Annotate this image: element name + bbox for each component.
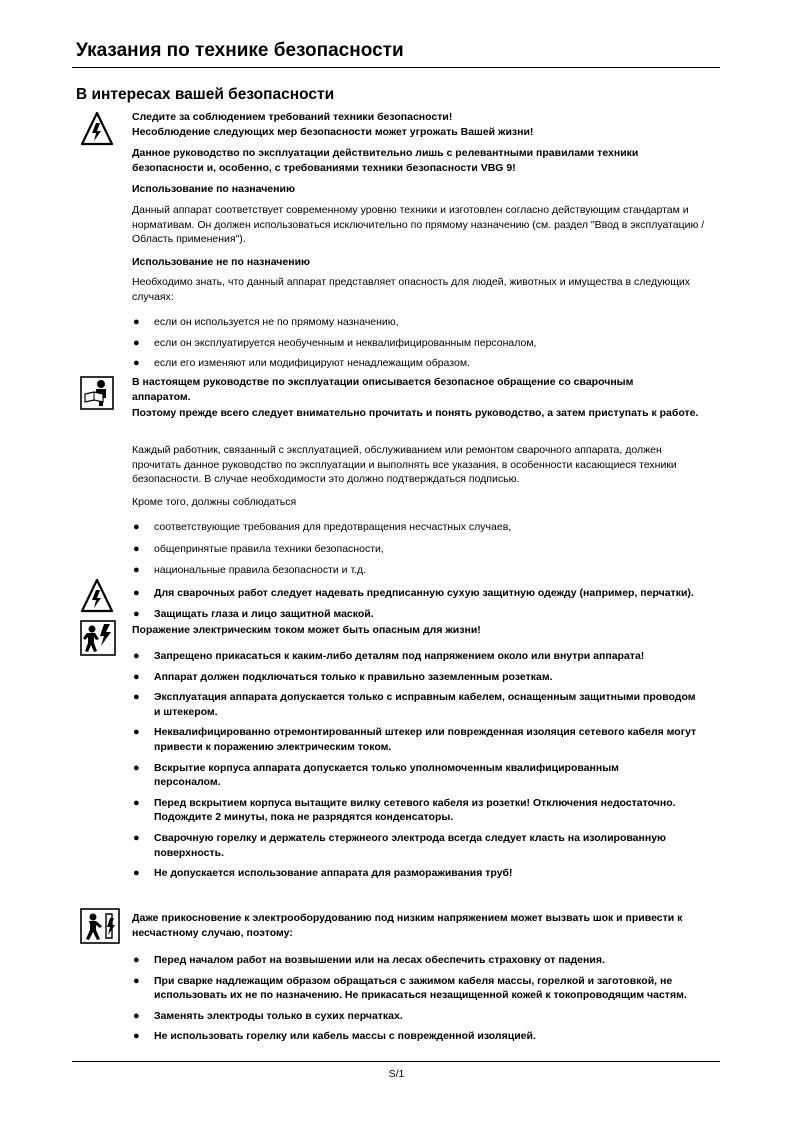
section-title: В интересах вашей безопасности: [76, 86, 335, 103]
list-item: ● Не допускается использование аппарата для размораживания труб!: [133, 867, 513, 880]
list-item: ● общепринятые правила техники безопасности,: [133, 542, 384, 555]
manual-also: Кроме того, должны соблюдаться: [132, 496, 297, 508]
electric-shock-icon: [80, 620, 116, 656]
manual-text: Каждый работник, связанный с эксплуатацией, обслуживанием или ремонтом сварочного аппарата, должен прочитать данное руководство по эксплуатации и выполнять все указания, в особенности касающиеся техники безопасности. В случае необходимости это должно подтверждаться подписью.: [132, 444, 677, 486]
list-item: ● Не использовать горелку или кабель массы с поврежденной изоляцией.: [133, 1030, 536, 1043]
list-item: ● Неквалифицированно отремонтированный штекер или поврежденная изоляция сетевого кабеля могут привести к поражению электрическим током.: [133, 726, 697, 753]
shock-list: [132, 649, 712, 881]
read-manual-icon: [80, 376, 114, 410]
page-title: Указания по технике безопасности: [76, 40, 404, 61]
list-item: ● Эксплуатация аппарата допускается только с исправным кабелем, оснащенным защитными проводом и штекером.: [133, 691, 696, 718]
lowvoltage-heading: Даже прикосновение к электрооборудованию под низким напряжением может вызвать шок и привести к несчастному случаю, поэтому:: [132, 912, 683, 939]
protection-list: [132, 586, 724, 621]
list-item: ● Сварочную горелку и держатель стержнеого электрода всегда следует класть на изолированную поверхность.: [133, 831, 667, 859]
list-item: ● Вскрытие корпуса аппарата допускается только уполномоченным квалифицированным персоналом.: [133, 761, 619, 789]
block1-line3: Данное руководство по эксплуатации действительно лишь с релевантными правилами техники безопасности и, особенно, с требованиями техники безопасности VBG 9!: [132, 147, 639, 174]
list-item: ● При сварке надлежащим образом обращаться с зажимом кабеля массы, горелкой и заготовкой, не использовать их не по назначению. Не прикасаться незащищенной кожей к токопроводящим частям.: [133, 974, 687, 1002]
list-item: ● соответствующие требования для предотвращения несчастных случаев,: [133, 521, 512, 533]
high-voltage-warning-icon: [80, 578, 114, 614]
list-item: ● Для сварочных работ следует надевать предписанную сухую защитную одежду (например, перчатки).: [133, 587, 694, 599]
header-rule: [72, 67, 720, 68]
block1-line1: Следите за соблюдением требований техники безопасности!: [132, 111, 453, 123]
usage-text: Данный аппарат соответствует современному уровню техники и изготовлен согласно действующим стандартам и нормативам. Он должен использоваться исключительно по прямому назначению (см. раздел "Ввод в эксплуатацию / Область применения").: [132, 204, 705, 246]
list-item: ● Аппарат должен подключаться только к правильно заземленным розеткам.: [133, 670, 553, 683]
list-item: ● Перед вскрытием корпуса вытащите вилку сетевого кабеля из розетки! Отключения недостаточно. Подождите 2 минуты, пока не разрядятся конденсаторы.: [133, 796, 676, 824]
lowvoltage-list: [132, 953, 717, 1044]
usage-heading: Использование по назначению: [132, 183, 295, 195]
list-item: ● Заменять электроды только в сухих перчатках.: [133, 1009, 403, 1022]
list-item: ● если он используется не по прямому назначению,: [133, 316, 399, 328]
low-voltage-shock-icon: [80, 908, 120, 944]
page-number: S/1: [388, 1068, 405, 1080]
shock-heading: Поражение электрическим током может быть опасным для жизни!: [132, 624, 481, 636]
list-item: ● национальные правила безопасности и т.д.: [133, 564, 367, 577]
manual-bold2: Поэтому прежде всего следует внимательно прочитать и понять руководство, а затем приступать к работе.: [132, 407, 699, 419]
footer-rule: [72, 1061, 720, 1062]
list-item: ● Запрещено прикасаться к каким-либо деталям под напряжением около или внутри аппарата!: [133, 650, 645, 662]
block1-line2: Несоблюдение следующих мер безопасности может угрожать Вашей жизни!: [132, 126, 534, 138]
rules-list: [132, 520, 724, 578]
list-item: ● Перед началом работ на возвышении или на лесах обеспечить страховку от падения.: [133, 954, 605, 966]
list-item: ● если он эксплуатируется необученным и неквалифицированным персоналом,: [133, 336, 537, 349]
high-voltage-warning-icon: [80, 111, 114, 147]
list-item: ● если его изменяют или модифицируют ненадлежащим образом.: [133, 357, 470, 370]
misuse-text: Необходимо знать, что данный аппарат представляет опасность для людей, животных и имущества в следующих случаях:: [132, 276, 691, 303]
misuse-list: [132, 315, 724, 371]
misuse-heading: Использование не по назначению: [132, 256, 311, 268]
manual-bold1: В настоящем руководстве по эксплуатации описывается безопасное обращение со сварочным аппаратом.: [132, 376, 634, 403]
list-item: ● Защищать глаза и лицо защитной маской.: [133, 607, 374, 620]
